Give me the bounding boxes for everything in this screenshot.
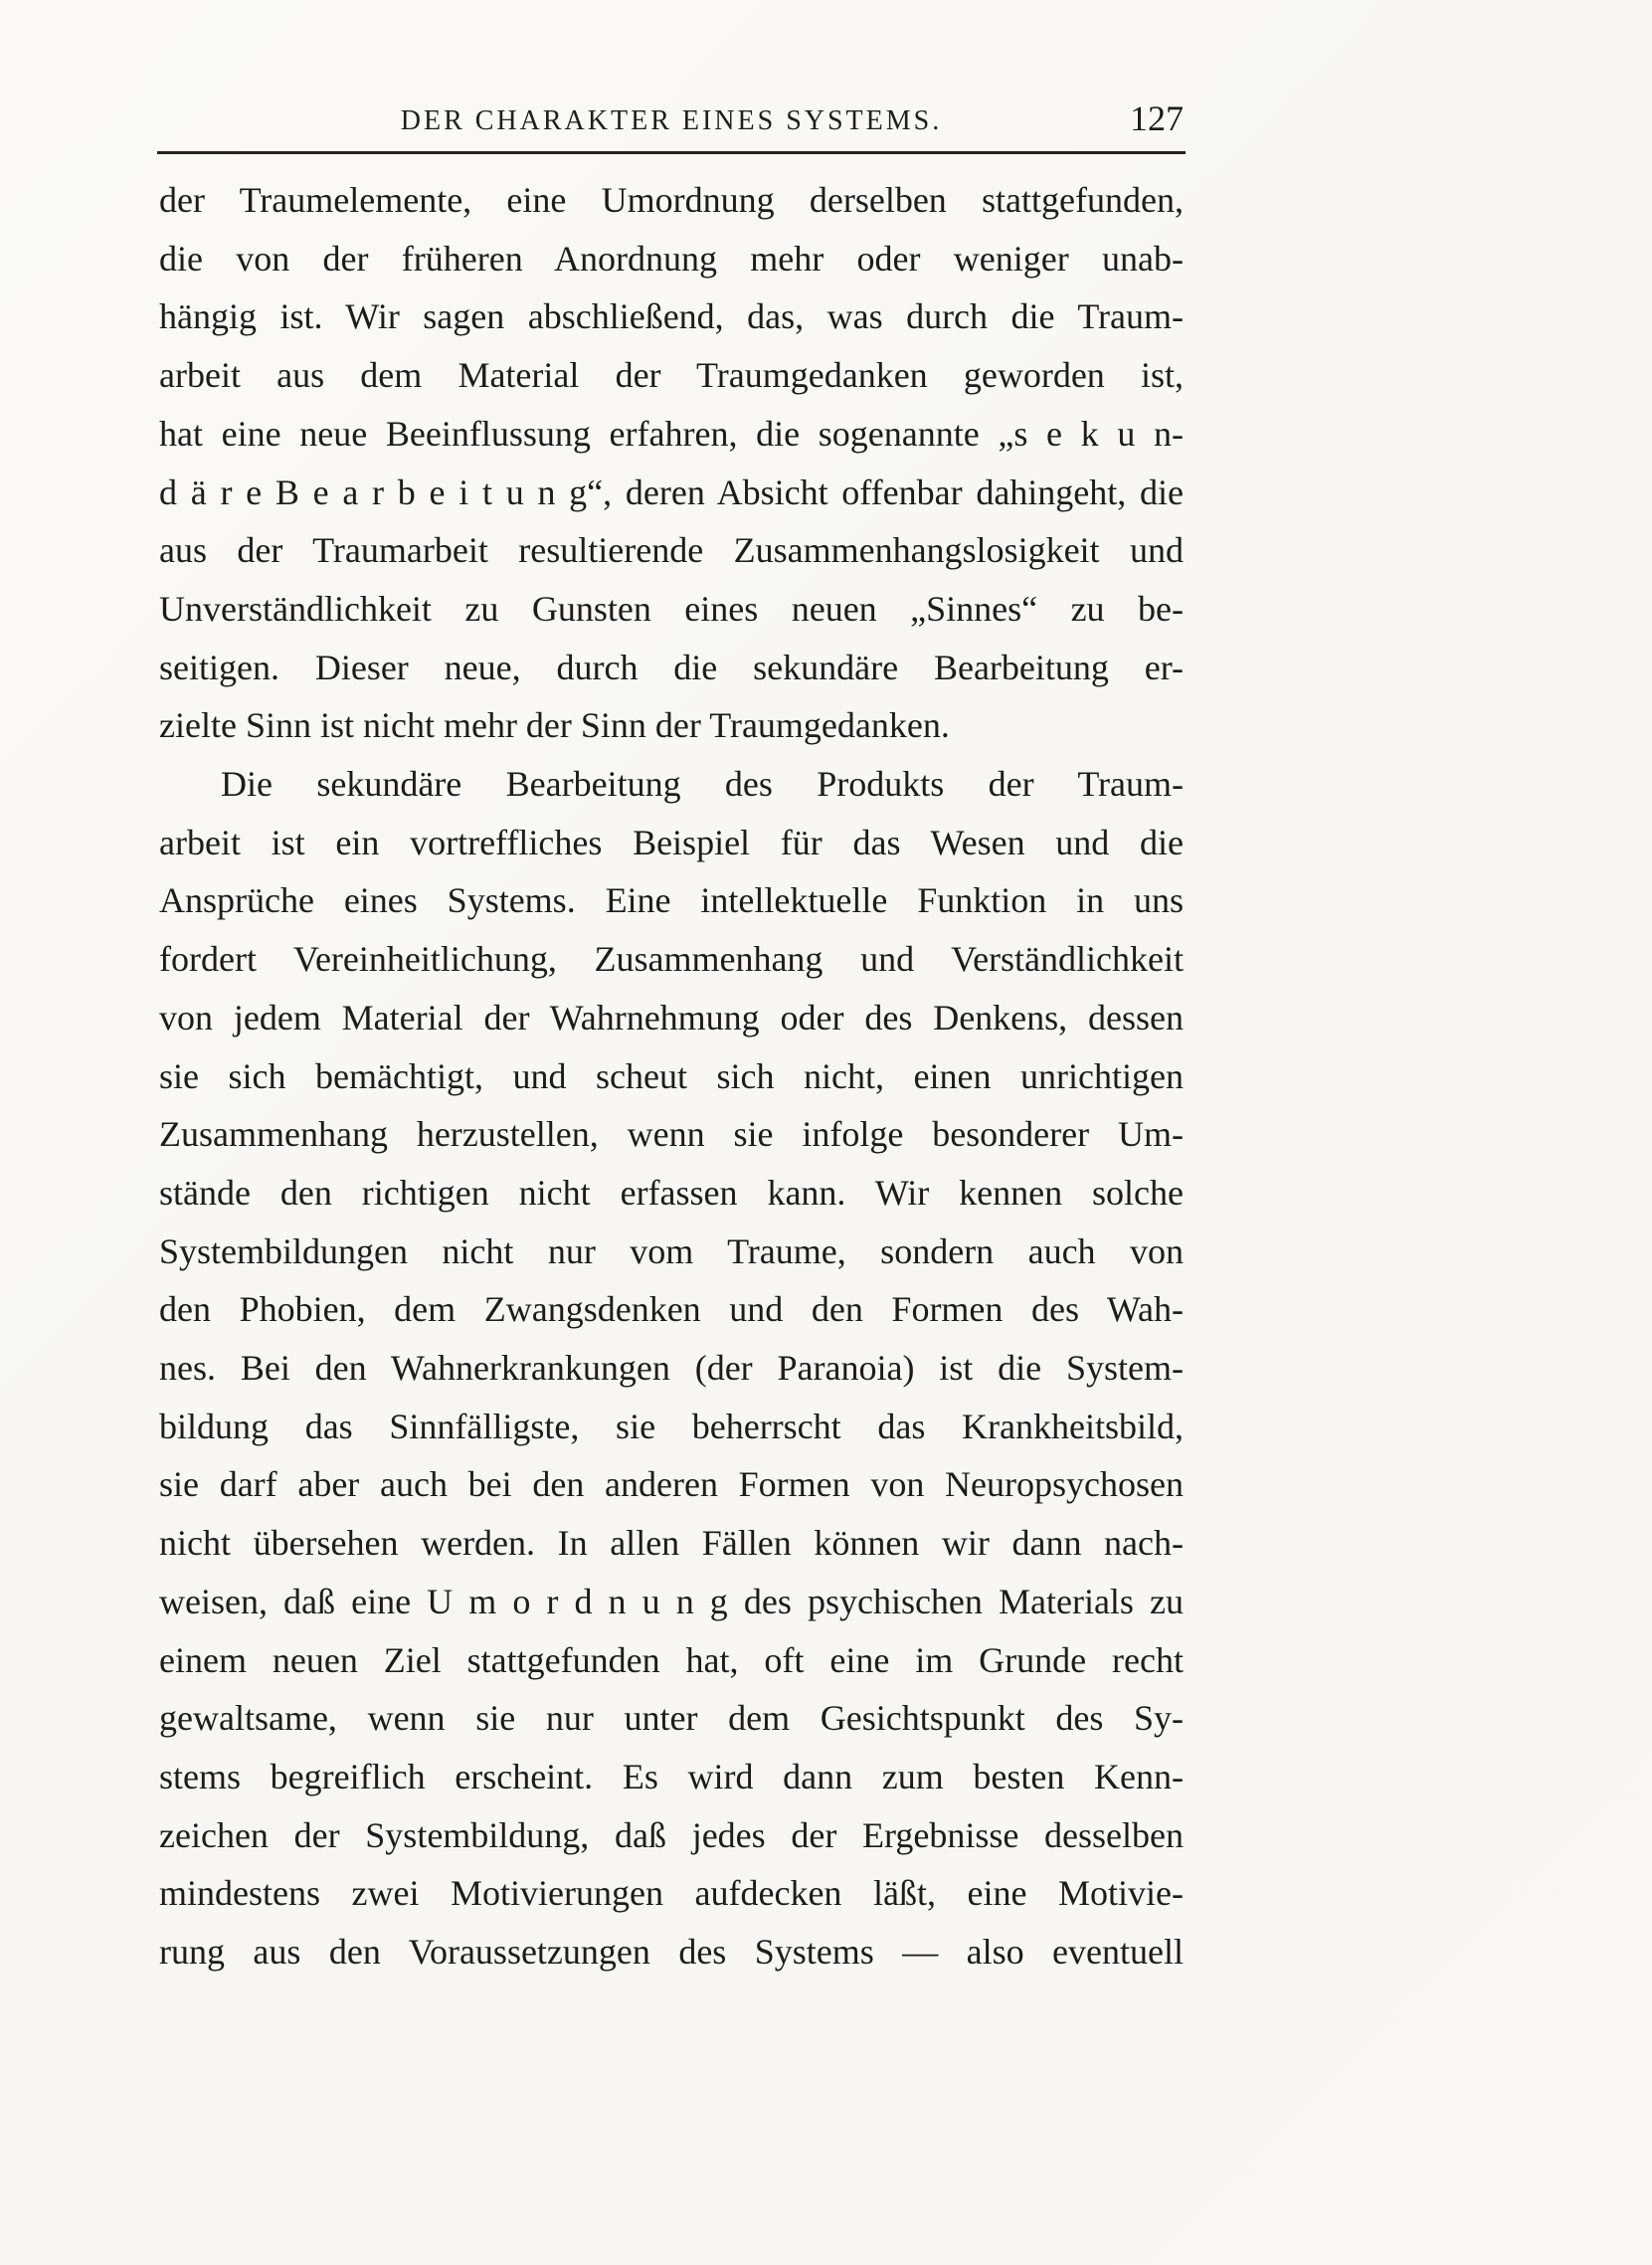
running-header <box>159 97 1184 145</box>
page-number: 127 <box>1130 98 1184 138</box>
text-line: sie darf aber auch bei den anderen Formen von Neuropsychosen <box>159 1464 1184 1505</box>
text-line: einem neuen Ziel stattgefunden hat, oft eine im Grunde recht <box>159 1639 1184 1680</box>
text-line: zielte Sinn ist nicht mehr der Sinn der Traumgedanken. <box>159 705 950 746</box>
text-line: Die sekundäre Bearbeitung des Produkts der Traum- <box>221 764 1184 805</box>
text-line: sie sich bemächtigt, und scheut sich nicht, einen unrichtigen <box>159 1055 1184 1096</box>
text-line: arbeit aus dem Material der Traumgedanken geworden ist, <box>159 355 1184 396</box>
text-line: der Traumelemente, eine Umordnung derselben stattgefunden, <box>159 180 1184 220</box>
text-line: von jedem Material der Wahrnehmung oder des Denkens, dessen <box>159 997 1184 1038</box>
text-line: die von der früheren Anordnung mehr oder weniger unab- <box>159 238 1184 279</box>
text-line: mindestens zwei Motivierungen aufdecken läßt, eine Motivie- <box>159 1873 1184 1914</box>
running-title: DER CHARAKTER EINES SYSTEMS. <box>400 105 943 136</box>
text-line: rung aus den Voraussetzungen des Systems — also eventuell <box>159 1932 1184 1973</box>
header-rule <box>157 151 1186 154</box>
text-line: nes. Bei den Wahnerkrankungen (der Paranoia) ist die System- <box>159 1348 1184 1389</box>
text-line: Zusammenhang herzustellen, wenn sie infolge besonderer Um- <box>159 1114 1184 1155</box>
text-line: weisen, daß eine U m o r d n u n g des psychischen Materials zu <box>159 1581 1184 1621</box>
text-line: bildung das Sinnfälligste, sie beherrscht das Krankheitsbild, <box>159 1406 1184 1446</box>
text-line: hängig ist. Wir sagen abschließend, das, was durch die Traum- <box>159 296 1184 337</box>
text-line: seitigen. Dieser neue, durch die sekundäre Bearbeitung er- <box>159 647 1184 687</box>
text-line: den Phobien, dem Zwangsdenken und den Formen des Wah- <box>159 1289 1184 1330</box>
text-line: hat eine neue Beeinflussung erfahren, die sogenannte „s e k u n- <box>159 413 1184 454</box>
text-line: zeichen der Systembildung, daß jedes der Ergebnisse desselben <box>159 1814 1184 1855</box>
text-line: aus der Traumarbeit resultierende Zusammenhangslosigkeit und <box>159 530 1184 571</box>
text-block <box>159 171 1184 1982</box>
text-line: stände den richtigen nicht erfassen kann. Wir kennen solche <box>159 1172 1184 1213</box>
text-line: d ä r e B e a r b e i t u n g“, deren Absicht offenbar dahingeht, die <box>159 472 1184 512</box>
text-line: arbeit ist ein vortreffliches Beispiel für das Wesen und die <box>159 822 1184 862</box>
text-line: nicht übersehen werden. In allen Fällen können wir dann nach- <box>159 1523 1184 1564</box>
text-line: Ansprüche eines Systems. Eine intellektuelle Funktion in uns <box>159 880 1184 921</box>
text-line: Unverständlichkeit zu Gunsten eines neuen „Sinnes“ zu be- <box>159 588 1184 629</box>
text-line: fordert Vereinheitlichung, Zusammenhang und Verständlichkeit <box>159 939 1184 980</box>
text-line: Systembildungen nicht nur vom Traume, sondern auch von <box>159 1230 1184 1271</box>
text-line: stems begreiflich erscheint. Es wird dann zum besten Kenn- <box>159 1756 1184 1796</box>
text-line: gewaltsame, wenn sie nur unter dem Gesichtspunkt des Sy- <box>159 1698 1184 1739</box>
